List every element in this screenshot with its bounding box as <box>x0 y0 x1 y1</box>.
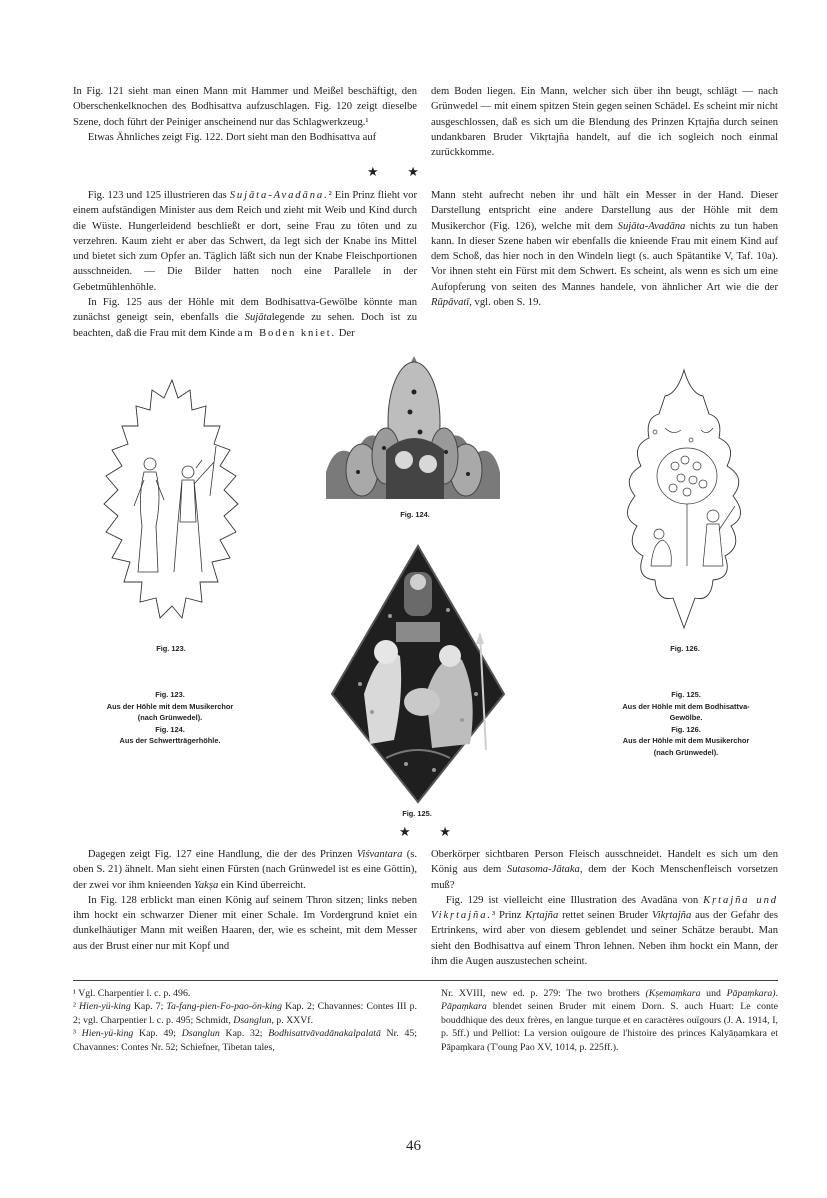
footnotes-right <box>441 987 778 1054</box>
caption-line: Fig. 126. <box>671 724 701 734</box>
lower-right-column <box>431 847 778 969</box>
figure-124-image <box>326 352 500 499</box>
caption-line: Aus der Höhle mit dem Musikerchor <box>622 736 750 746</box>
paragraph: Fig. 123 und 125 illustrieren das Sujāta-Avadāna.² Ein Prinz flieht vor einem aufständigen Minister aus dem Reich und zieht mit Weib und Kind durch die Wüste. Hungerleidend beschließt er dort, seine Frau zu töten und zu verzehren. Kaum zieht er aber das Schwert, da legt sich der Knabe ins Mittel und bietet sich zum Opfer an. Täglich läßt sich nun der Knabe Fleischportionen ausschneiden. — Die Bilder hatten noch eine Parallele in der Gebetmühlenhöhle. <box>73 190 418 293</box>
term-sujata-avadana: Sujāta-Avadāna <box>617 220 686 232</box>
lower-left-column <box>73 847 417 954</box>
paragraph: In Fig. 128 erblickt man einen König auf seinem Thron sitzen; links neben ihm hockt ein schwarzer Diener mit einer Schale. Im Vordergrund kniet ein dunkelhäutiger Mann mit weißen Haaren, der, wie es scheint, mit dem Messer aus der Brust einer nur mit Kopf und <box>73 894 417 952</box>
footnote-2: ² Hien-yü-king Kap. 7; Ta-fang-pien-Fo-pao-ön-king Kap. 2; Chavannes: Contes III p. 2; vgl. Charpentier l. c. p. 495; Schmidt, Dsanglun, p. XXVf. <box>73 1001 417 1026</box>
caption-line: Fig. 123. <box>155 690 185 699</box>
term-sujata: Sujāta <box>244 312 272 324</box>
term-visvantara: Viśvantara <box>356 849 403 860</box>
figure-125-image <box>330 544 506 804</box>
paragraph <box>431 84 778 160</box>
paragraph: Dagegen zeigt Fig. 127 eine Handlung, die der des Prinzen Viśvantara (s. oben S. 21) ähnelt. Man sieht einen Fürsten (nach Grünwedel ist es eine Göttin), der zwei vor ihm knieenden Yakṣa ein Kind überreicht. <box>73 849 417 891</box>
footnote-3: ³ Hien-yü-king Kap. 49; Dsanglun Kap. 32; Bodhisattvāvadānakalpalatā Nr. 45; Chavannes: Contes Nr. 52; Schiefner, Tibetan tales, <box>73 1028 417 1053</box>
term-yaksa: Yakṣa <box>193 879 219 891</box>
term-sutasoma-jataka: Sutasoma-Jātaka <box>506 864 580 876</box>
middle-left-column <box>73 188 417 341</box>
figure-126-label: Fig. 126. <box>670 644 700 653</box>
paragraph: Oberkörper sichtbaren Person Fleisch ausschneidet. Handelt es sich um den König aus dem Sutasoma-Jātaka, dem der Koch Menschenfleisch vorsetzen muß? <box>431 849 778 891</box>
caption-line: Fig. 124. <box>155 724 185 734</box>
term-krtajna: Kṛtajña <box>525 910 559 922</box>
term-rupavati: Rūpāvatī <box>431 297 470 309</box>
paragraph: In Fig. 125 aus der Höhle mit dem Bodhisattva-Gewölbe könnte man zunächst geneigt sein, ebenfalls die Sujātalegende zu sehen. Doch ist zu beachten, daß die Frau mit dem Kinde am Boden kniet. Der <box>73 297 417 339</box>
section-divider-stars: ★★ <box>399 824 480 839</box>
term-sujata-avadana: Sujāta-Avadāna. <box>229 190 329 201</box>
figure-123-drawing <box>98 376 246 634</box>
middle-right-column <box>431 188 778 310</box>
caption-line: Fig. 125. <box>671 690 701 699</box>
caption-figures-123-124 <box>80 689 260 747</box>
emphasis-spaced: am Boden kniet. <box>237 327 337 339</box>
paragraph: Mann steht aufrecht neben ihr und hält ein Messer in der Hand. Dieser Darstellung entspricht eine andere Darstellung aus der Höhle mit dem Musikerchor (Fig. 126), welche mit dem Sujāta-Avadāna nichts zu tun haben kann. In dieser Szene haben wir ebenfalls die knieende Frau mit einem Kind auf dem Schoß, das hier noch in den Windeln liegt (s. auch Spätantike V, Taf. 10a). Vor ihnen steht ein Fürst mit dem Schwert. Es scheint, als wenn es sich um eine Aufopferung von seiten des Mannes handele, von ähnlicher Art wie die der Rūpāvatī, vgl. oben S. 19. <box>431 190 778 309</box>
paragraph: Fig. 129 ist vielleicht eine Illustration des Avadāna von Kṛtajña und Vikṛtajña.³ Prinz Kṛtajña rettet seinen Bruder Vikṛtajña aus der Gefahr des Ertrinkens, wird aber von diesem geblendet und seiner Schätze beraubt. Man sieht den Bodhisattva auf einem Thron lehnen. Neben ihm hockt ein Mann, der ihm die Augen auszustechen scheint. <box>431 894 778 968</box>
caption-line: Aus der Höhle mit dem Musikerchor <box>106 701 234 711</box>
upper-right-column <box>431 84 778 160</box>
caption-line: Aus der Schwertträgerhöhle. <box>119 736 221 746</box>
paragraph-text: dem Boden liegen. Ein Mann, welcher sich über ihn beugt, schlägt — nach Grünwedel — mit einem spitzen Stein gegen seinen Schädel. Es scheint mir nicht ausgeschlossen, daß es sich um die Blendung des Prinzen Kṛtajña durch seinen undankbaren Bruder Vikṛtajña handelt, auf die ich sogleich noch einmal zurückkomme. <box>431 86 778 159</box>
paragraph: Etwas Ähnliches zeigt Fig. 122. Dort sieht man den Bodhisattva auf <box>87 131 377 143</box>
figure-126-drawing <box>615 366 753 634</box>
footnote-1: ¹ Vgl. Charpentier l. c. p. 496. <box>73 988 191 999</box>
caption-line: Gewölbe. <box>669 713 703 723</box>
footnotes-left <box>73 987 417 1054</box>
caption-figures-125-126 <box>596 689 776 759</box>
caption-line: (nach Grünwedel). <box>137 713 203 723</box>
figure-125-label: Fig. 125. <box>402 809 432 818</box>
footnote-3-continued: Nr. XVIII, new ed. p. 279: The two brothers (Kṣemaṃkara und Pāpaṃkara). Pāpaṃkara blendet seinen Bruder mit einem Dorn. S. auch Huart: Le conte bouddhique des deux frères, en langue turque et en caractères ouïgours (J. A. 1914, I, p. 5ff.) und Pelliot: La version ouïgoure de l'histoire des princes Kalyāṇaṃkara et Pāpaṃkara (T'oung Pao XV, 1014, p. 225ff.). <box>441 988 779 1053</box>
figure-123-label: Fig. 123. <box>156 644 186 653</box>
page-number: 46 <box>406 1138 421 1154</box>
caption-line: (nach Grünwedel). <box>653 747 719 757</box>
paragraph: In Fig. 121 sieht man einen Mann mit Hammer und Meißel beschäftigt, den Oberschenkelknochen des Bodhisattva aufzuschlagen. Fig. 120 zeigt dieselbe Szene, doch führt der Peiniger anscheinend nur das Schlagwerkzeug.¹ <box>73 86 417 128</box>
term-vikrtajna: Vikṛtajña <box>652 910 692 922</box>
caption-line: Aus der Höhle mit dem Bodhisattva- <box>622 701 750 711</box>
upper-left-column <box>73 84 417 145</box>
section-divider-stars: ★★ <box>367 164 448 179</box>
footnote-rule <box>73 980 778 981</box>
figure-124-label: Fig. 124. <box>400 510 430 519</box>
term-krtajna-vikrtajna: Kṛtajña und Vikṛtajña. <box>431 894 778 922</box>
